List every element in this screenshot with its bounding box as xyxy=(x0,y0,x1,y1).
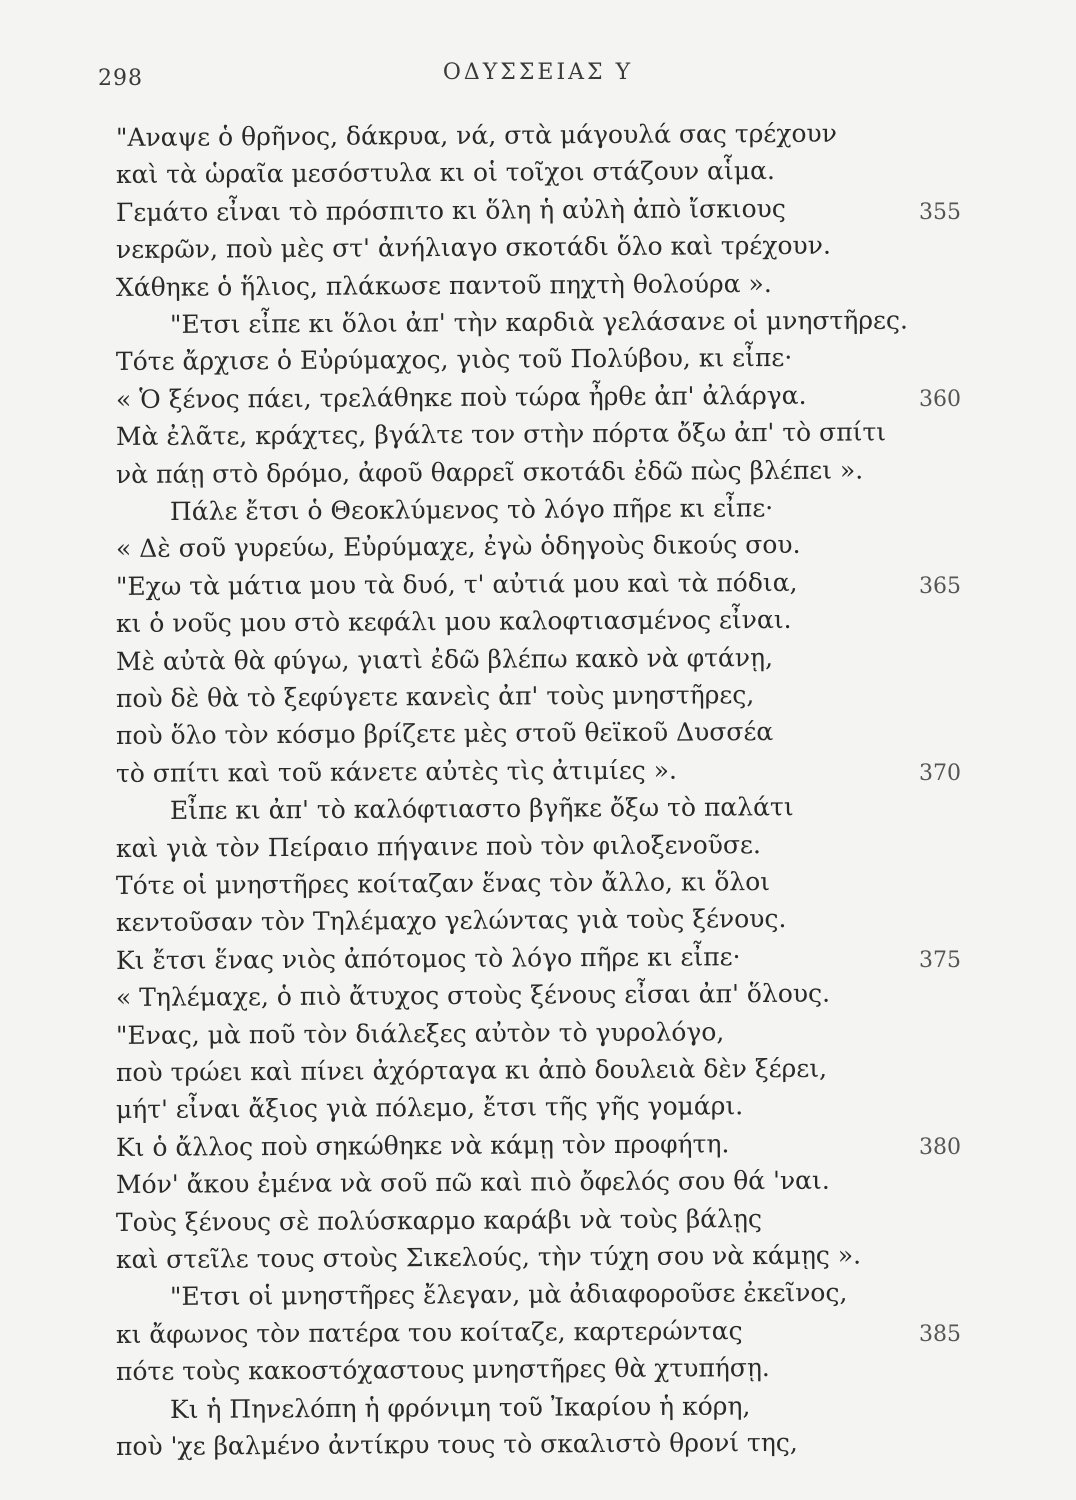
running-head: ΟΔΥΣΣΕΙΑΣ Υ xyxy=(442,60,634,85)
verse-line: νὰ πάῃ στὸ δρόμο, ἀφοῦ θαρρεῖ σκοτάδι ἐδῶ πὼς βλέπει ». xyxy=(115,455,864,489)
verse-line: Πάλε ἔτσι ὁ Θεοκλύμενος τὸ λόγο πῆρε κι εἶπε· xyxy=(169,493,774,526)
verse-line: Μὲ αὐτὰ θὰ φύγω, γιατὶ ἐδῶ βλέπω κακὸ νὰ φτάνῃ, xyxy=(115,642,774,676)
line-number: 370 xyxy=(919,760,961,786)
line-number: 380 xyxy=(919,1134,961,1160)
verse-line: « Δὲ σοῦ γυρεύω, Εὐρύμαχε, ἐγὼ ὁδηγοὺς δικούς σου. xyxy=(115,530,801,564)
verse-line: Χάθηκε ὁ ἥλιος, πλάκωσε παντοῦ πηχτὴ θολούρα ». xyxy=(115,268,772,302)
line-number: 375 xyxy=(919,947,961,973)
verse-line: ποὺ 'χε βαλμένο ἀντίκρυ τους τὸ σκαλιστὸ θρονί της, xyxy=(115,1427,798,1461)
line-number: 355 xyxy=(919,199,961,225)
verse-line: "Ενας, μὰ ποῦ τὸν διάλεξες αὐτὸν τὸ γυρολόγο, xyxy=(115,1016,725,1050)
page-number: 298 xyxy=(98,66,143,91)
verse-line: νεκρῶν, ποὺ μὲς στ' ἀνήλιαγο σκοτάδι ὅλο καὶ τρέχουν. xyxy=(115,230,831,265)
verse-line: Γεμάτο εἶναι τὸ πρόσπιτο κι ὅλη ἡ αὐλὴ ἀπὸ ἴσκιους xyxy=(115,193,786,227)
verse-line: μήτ' εἶναι ἄξιος γιὰ πόλεμο, ἔτσι τῆς γῆς γομάρι. xyxy=(115,1091,744,1125)
verse-line: Μόν' ἄκου ἐμένα νὰ σοῦ πῶ καὶ πιὸ ὄφελός σου θά 'ναι. xyxy=(115,1165,830,1200)
verse-line: ποὺ ὅλο τὸν κόσμο βρίζετε μὲς στοῦ θεϊκοῦ Δυσσέα xyxy=(115,717,774,751)
verse-line: Μὰ ἐλᾶτε, κράχτες, βγάλτε τον στὴν πόρτα ὄξω ἀπ' τὸ σπίτι xyxy=(115,417,887,452)
verse-line: Εἶπε κι ἀπ' τὸ καλόφτιαστο βγῆκε ὄξω τὸ παλάτι xyxy=(169,792,794,826)
verse-line: Κι ὁ ἄλλος ποὺ σηκώθηκε νὰ κάμῃ τὸν προφήτη. xyxy=(115,1129,730,1162)
verse-line: ποὺ δὲ θὰ τὸ ξεφύγετε κανεὶς ἀπ' τοὺς μνηστῆρες, xyxy=(115,680,755,713)
verse-line: κι ὁ νοῦς μου στὸ κεφάλι μου καλοφτιασμένος εἶναι. xyxy=(115,605,792,639)
verse-line: « Τηλέμαχε, ὁ πιὸ ἄτυχος στοὺς ξένους εἶσαι ἀπ' ὅλους. xyxy=(115,978,831,1013)
verse-line: τὸ σπίτι καὶ τοῦ κάνετε αὐτὲς τὶς ἀτιμίες ». xyxy=(115,755,678,788)
verse-line: "Ετσι εἶπε κι ὅλοι ἀπ' τὴν καρδιὰ γελάσανε οἱ μνηστῆρες. xyxy=(169,305,908,339)
verse-line: καὶ γιὰ τὸν Πείραιο πήγαινε ποὺ τὸν φιλοξενοῦσε. xyxy=(115,829,761,863)
verse-line: ποὺ τρώει καὶ πίνει ἀχόρταγα κι ἀπὸ δουλειὰ δὲν ξέρει, xyxy=(115,1053,828,1087)
verse-line: πότε τοὺς κακοστόχαστους μνηστῆρες θὰ χτυπήσῃ. xyxy=(115,1353,770,1387)
verse-line: Κι ἡ Πηνελόπη ἡ φρόνιμη τοῦ Ἰκαρίου ἡ κόρη, xyxy=(169,1391,751,1424)
verse-line: "Αναψε ὁ θρῆνος, δάκρυα, νά, στὰ μάγουλά σας τρέχουν xyxy=(115,118,837,152)
verse-line: καὶ στεῖλε τους στοὺς Σικελούς, τὴν τύχη σου νὰ κάμῃς ». xyxy=(115,1240,862,1274)
verse-line: κεντοῦσαν τὸν Τηλέμαχο γελώντας γιὰ τοὺς ξένους. xyxy=(115,904,787,938)
line-number: 360 xyxy=(919,386,961,412)
verse-line: Τότε οἱ μνηστῆρες κοίταζαν ἕνας τὸν ἄλλο, κι ὅλοι xyxy=(115,867,771,900)
verse-line: Τοὺς ξένους σὲ πολύσκαρμο καράβι νὰ τοὺς βάλῃς xyxy=(115,1203,763,1237)
verse-line: καὶ τὰ ὡραῖα μεσόστυλα κι οἱ τοῖχοι στάζουν αἷμα. xyxy=(115,156,775,190)
verse-line: Τότε ἄρχισε ὁ Εὐρύμαχος, γιὸς τοῦ Πολύβου, κι εἶπε· xyxy=(115,343,793,377)
verse-line: "Εχω τὰ μάτια μου τὰ δυό, τ' αὐτιά μου καὶ τὰ πόδια, xyxy=(115,567,798,601)
line-number: 385 xyxy=(919,1321,961,1347)
verse-line: Κι ἔτσι ἕνας νιὸς ἀπότομος τὸ λόγο πῆρε κι εἶπε· xyxy=(115,941,741,975)
verse-line: "Ετσι οἱ μνηστῆρες ἔλεγαν, μὰ ἀδιαφοροῦσε ἐκεῖνος, xyxy=(169,1278,848,1312)
verse-line: « Ὁ ξένος πάει, τρελάθηκε ποὺ τώρα ἦρθε ἀπ' ἀλάργα. xyxy=(115,380,807,414)
verse-line: κι ἄφωνος τὸν πατέρα του κοίταζε, καρτερώντας xyxy=(115,1315,743,1349)
line-number: 365 xyxy=(919,573,961,599)
